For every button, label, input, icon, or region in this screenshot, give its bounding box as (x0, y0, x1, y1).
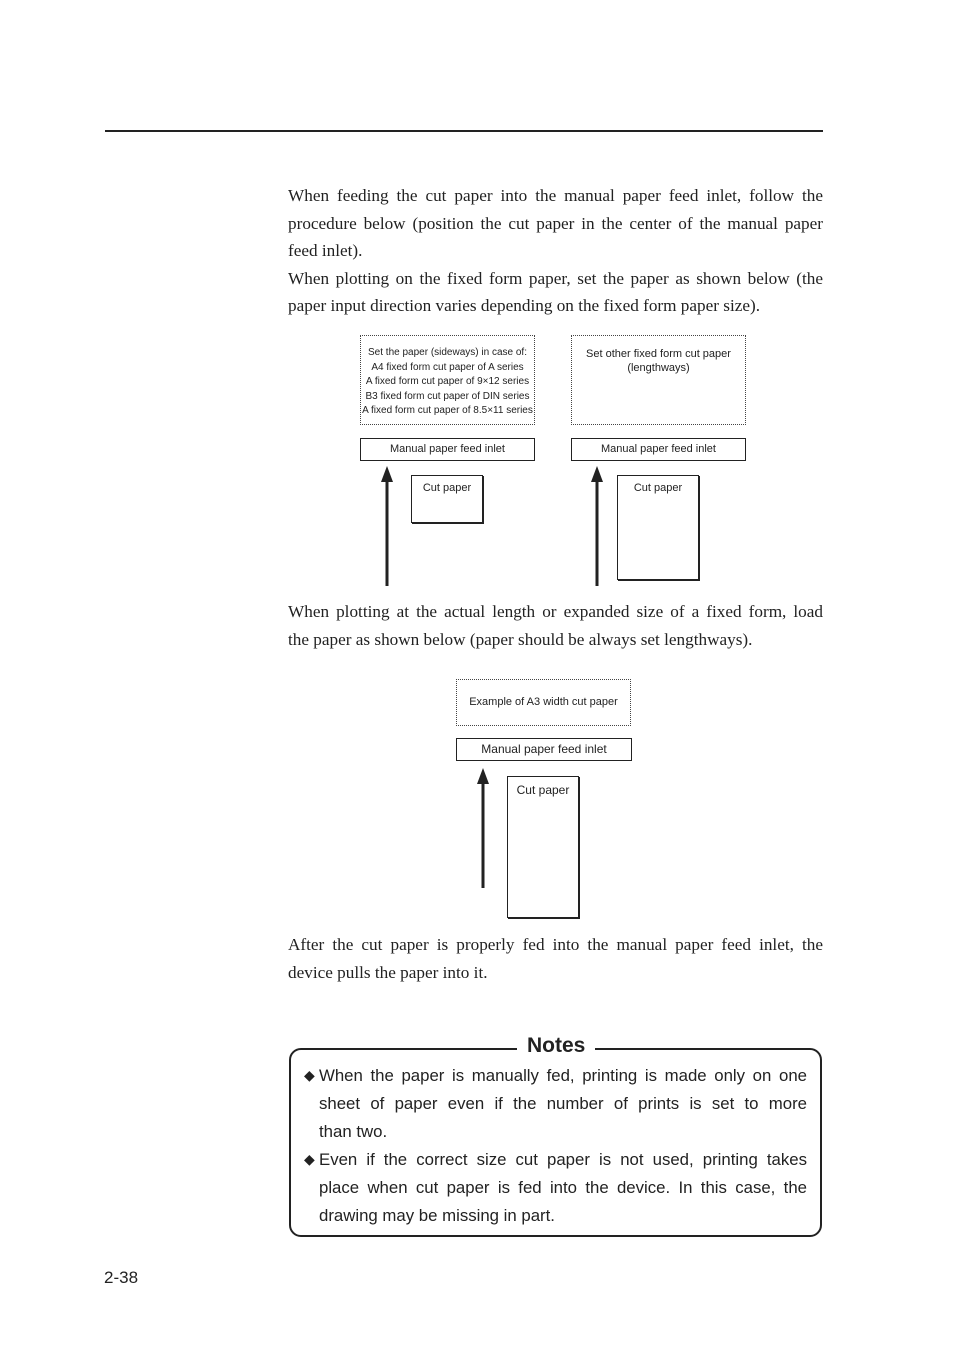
note-line: Even if the correct size cut paper is not used, printing takes (319, 1150, 807, 1169)
note-line: When the paper is manually fed, printing is made only on one (319, 1066, 807, 1085)
sideways-line: A fixed form cut paper of 8.5×11 series (362, 405, 533, 416)
after-line: device pulls the paper into it. (288, 962, 488, 982)
intro-paragraph (288, 182, 823, 320)
diamond-bullet-icon: ◆ (304, 1067, 315, 1083)
note-item (304, 1062, 807, 1145)
middle-line: the paper as shown below (paper should be always set lengthways). (288, 629, 753, 649)
notes-title: Notes (517, 1033, 595, 1059)
intro-line: feed inlet). (288, 241, 363, 261)
cut-paper-lengthways: Cut paper (617, 475, 699, 580)
manual-feed-inlet-left: Manual paper feed inlet (360, 438, 535, 461)
intro-line: When feeding the cut paper into the manual paper feed inlet, follow the (288, 186, 823, 205)
middle-line: When plotting at the actual length or expanded size of a fixed form, load (288, 602, 823, 621)
page-number: 2-38 (104, 1268, 139, 1287)
after-line: After the cut paper is properly fed into the manual paper feed inlet, the (288, 935, 823, 954)
after-paragraph (288, 931, 823, 986)
diamond-bullet-icon: ◆ (304, 1151, 315, 1167)
lengthways-paper-outline (571, 335, 746, 425)
note-line: drawing may be missing in part. (319, 1205, 555, 1225)
middle-paragraph (288, 598, 823, 653)
intro-line: When plotting on the fixed form paper, set the paper as shown below (the (288, 268, 823, 288)
sideways-paper-outline (360, 335, 535, 425)
manual-feed-inlet: Manual paper feed inlet (456, 738, 632, 761)
feed-direction-arrow-icon (588, 466, 606, 588)
lengthways-line: (lengthways) (627, 362, 690, 374)
a3-example-label: Example of A3 width cut paper (469, 696, 618, 708)
note-line: sheet of paper even if the number of prints is set to more (319, 1093, 807, 1113)
sideways-line: A4 fixed form cut paper of A series (371, 361, 524, 373)
note-line: place when cut paper is fed into the device. In this case, the (319, 1177, 807, 1197)
intro-line: procedure below (position the cut paper in the center of the manual paper (288, 213, 823, 233)
intro-line: paper input direction varies depending on the fixed form paper size). (288, 296, 761, 316)
cut-paper-sideways: Cut paper (411, 475, 483, 523)
note-line: than two. (319, 1121, 388, 1141)
feed-direction-arrow-icon (474, 768, 492, 890)
sideways-line: B3 fixed form cut paper of DIN series (365, 390, 530, 402)
lengthways-line: Set other fixed form cut paper (586, 348, 731, 360)
cut-paper-a3: Cut paper (507, 776, 579, 918)
a3-example-outline (456, 679, 631, 726)
sideways-line: A fixed form cut paper of 9×12 series (365, 376, 530, 387)
manual-feed-inlet-right: Manual paper feed inlet (571, 438, 746, 461)
feed-direction-arrow-icon (378, 466, 396, 588)
sideways-line: Set the paper (sideways) in case of: (368, 347, 527, 358)
note-item (304, 1146, 807, 1229)
header-rule (105, 130, 823, 132)
